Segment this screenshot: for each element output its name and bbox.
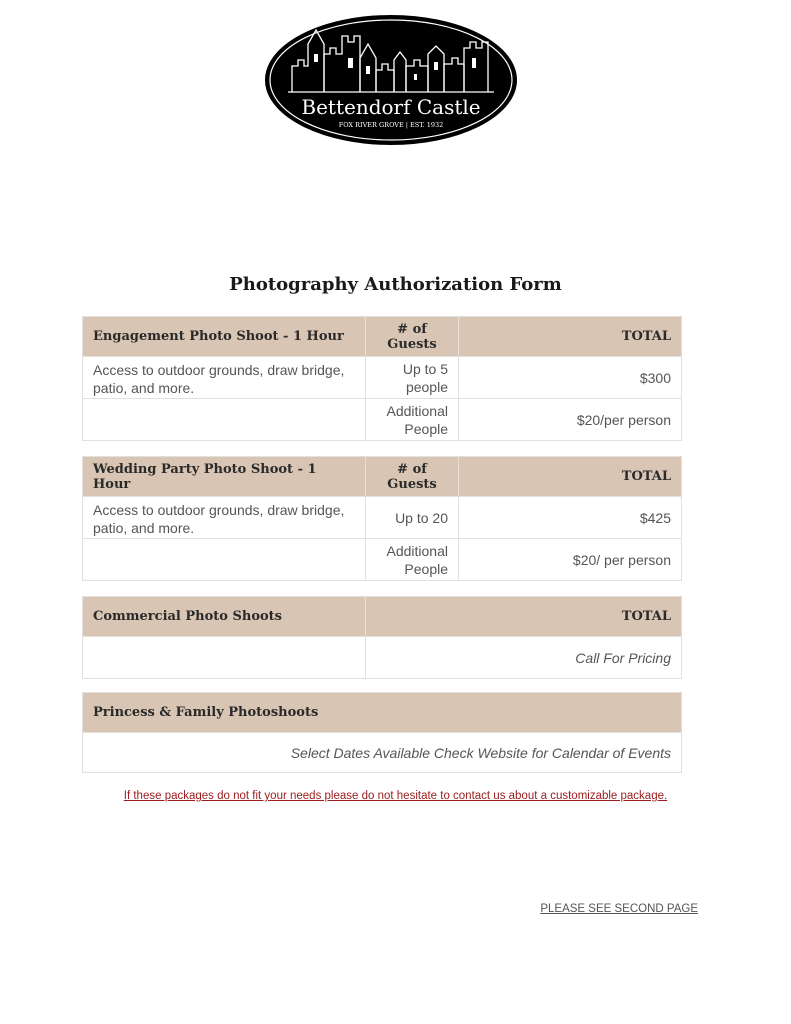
see-second-page-note: PLEASE SEE SECOND PAGE xyxy=(540,903,698,915)
table-header-row xyxy=(83,317,682,357)
row-total: $300 xyxy=(459,357,682,399)
bettendorf-castle-logo xyxy=(264,14,518,146)
header-total: TOTAL xyxy=(366,597,682,637)
row-description xyxy=(83,399,366,441)
row-guests: Up to 5 people xyxy=(366,357,459,399)
logo-name: Bettendorf Castle xyxy=(301,95,481,119)
header-guests: # of Guests xyxy=(366,317,459,357)
table-row xyxy=(83,357,682,399)
header-total: TOTAL xyxy=(459,317,682,357)
row-description xyxy=(83,539,366,581)
table-row xyxy=(83,637,682,679)
table-row xyxy=(83,733,682,773)
row-guests: Additional People xyxy=(366,539,459,581)
table-row xyxy=(83,539,682,581)
row-total: Call For Pricing xyxy=(366,637,682,679)
table-header-row xyxy=(83,457,682,497)
row-total: $20/per person xyxy=(459,399,682,441)
row-description xyxy=(83,637,366,679)
row-description: Access to outdoor grounds, draw bridge, patio, and more. xyxy=(83,357,366,399)
row-description: Access to outdoor grounds, draw bridge, patio, and more. xyxy=(83,497,366,539)
princess-family-table xyxy=(82,692,682,773)
customizable-package-note: If these packages do not fit your needs please do not hesitate to contact us about a customizable package. xyxy=(123,790,668,802)
commercial-table xyxy=(82,596,682,679)
row-guests: Additional People xyxy=(366,399,459,441)
table-header-row xyxy=(83,597,682,637)
table-row xyxy=(83,399,682,441)
header-total: TOTAL xyxy=(459,457,682,497)
header-package: Wedding Party Photo Shoot - 1 Hour xyxy=(83,457,366,497)
header-package: Princess & Family Photoshoots xyxy=(83,693,682,733)
engagement-table xyxy=(82,316,682,441)
logo-tagline: FOX RIVER GROVE | EST. 1932 xyxy=(338,121,444,129)
row-total: $20/ per person xyxy=(459,539,682,581)
table-header-row xyxy=(83,693,682,733)
header-package: Engagement Photo Shoot - 1 Hour xyxy=(83,317,366,357)
row-description: Select Dates Available Check Website for Calendar of Events xyxy=(83,733,682,773)
table-row xyxy=(83,497,682,539)
header-package: Commercial Photo Shoots xyxy=(83,597,366,637)
row-total: $425 xyxy=(459,497,682,539)
header-guests: # of Guests xyxy=(366,457,459,497)
row-guests: Up to 20 xyxy=(366,497,459,539)
page-title: Photography Authorization Form xyxy=(229,274,562,295)
wedding-party-table xyxy=(82,456,682,581)
